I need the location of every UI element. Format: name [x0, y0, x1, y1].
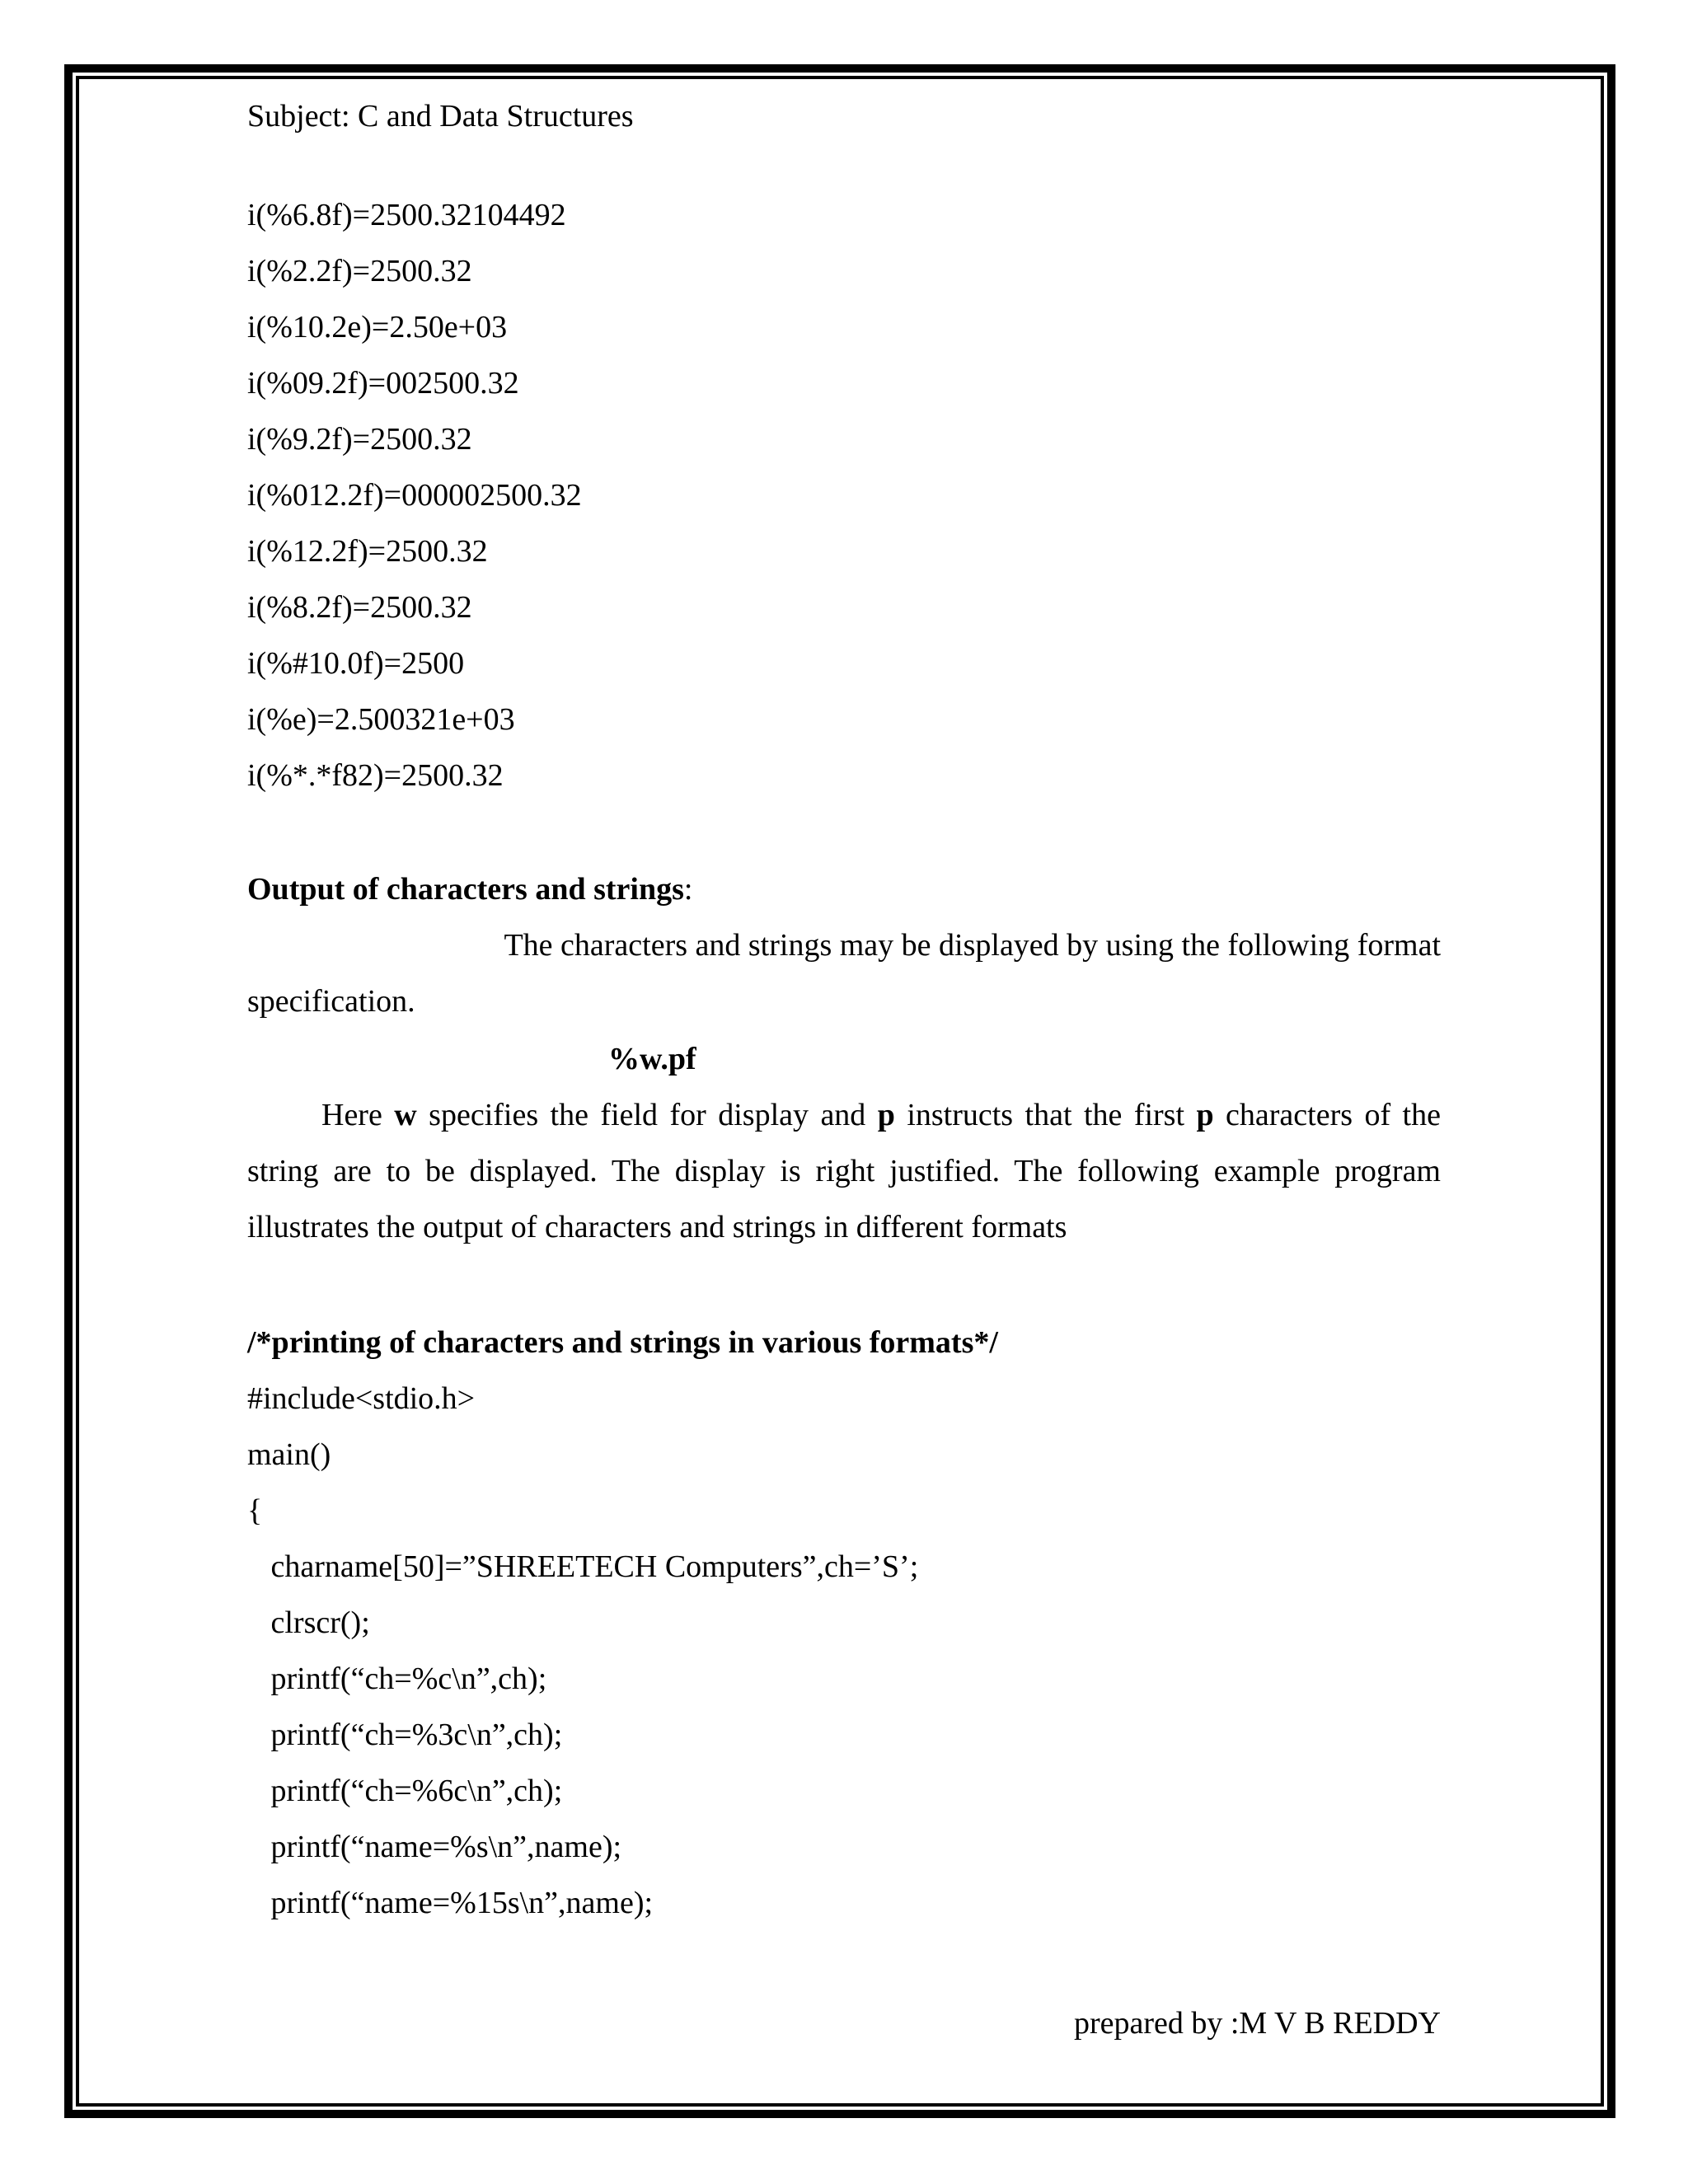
footer-prepared-by: prepared by :M V B REDDY [1073, 2006, 1441, 2041]
code-line: { [247, 1493, 263, 1528]
para-text: Here [321, 1098, 395, 1132]
para-bold-p: p [877, 1098, 895, 1132]
float-output-line: i(%012.2f)=000002500.32 [247, 478, 582, 513]
subject-header: Subject: C and Data Structures [247, 99, 634, 134]
code-line: printf(“name=%s\n”,name); [247, 1830, 622, 1864]
paragraph-line-1 [321, 1096, 1441, 1134]
intro-line-1: The characters and strings may be displayed by using the following format [504, 928, 1441, 963]
float-output-line: i(%09.2f)=002500.32 [247, 366, 519, 401]
code-line: clrscr(); [247, 1605, 370, 1640]
code-line: charname[50]=”SHREETECH Computers”,ch=’S’; [247, 1549, 919, 1584]
float-output-line: i(%#10.0f)=2500 [247, 646, 465, 681]
code-line: main() [247, 1437, 331, 1472]
section-heading-colon: : [683, 872, 693, 907]
para-bold-w: w [394, 1098, 417, 1132]
para-text: characters of the [1213, 1098, 1441, 1132]
code-line: printf(“ch=%c\n”,ch); [247, 1661, 547, 1696]
section-heading [247, 870, 692, 908]
para-text: instructs that the first [894, 1098, 1197, 1132]
code-line: printf(“name=%15s\n”,name); [247, 1886, 654, 1920]
float-output-line: i(%10.2e)=2.50e+03 [247, 310, 508, 344]
float-output-line: i(%9.2f)=2500.32 [247, 422, 472, 457]
float-output-line: i(%8.2f)=2500.32 [247, 590, 472, 625]
format-spec: %w.pf [608, 1042, 696, 1076]
float-output-line: i(%12.2f)=2500.32 [247, 534, 488, 569]
paragraph-line-2: string are to be displayed. The display is right justified. The following example program [247, 1154, 1441, 1188]
code-line: printf(“ch=%3c\n”,ch); [247, 1718, 563, 1752]
float-output-line: i(%e)=2.500321e+03 [247, 702, 515, 737]
code-comment: /*printing of characters and strings in various formats*/ [247, 1325, 998, 1360]
float-output-line: i(%6.8f)=2500.32104492 [247, 198, 566, 232]
code-line: #include<stdio.h> [247, 1381, 476, 1416]
section-heading-text: Output of characters and strings [247, 872, 684, 907]
para-text: specifies the field for display and [416, 1098, 878, 1132]
float-output-line: i(%*.*f82)=2500.32 [247, 758, 504, 793]
para-bold-p: p [1196, 1098, 1214, 1132]
paragraph-line-3: illustrates the output of characters and strings in different formats [247, 1210, 1067, 1244]
code-line: printf(“ch=%6c\n”,ch); [247, 1774, 563, 1808]
float-output-line: i(%2.2f)=2500.32 [247, 254, 472, 288]
intro-line-2: specification. [247, 984, 415, 1019]
